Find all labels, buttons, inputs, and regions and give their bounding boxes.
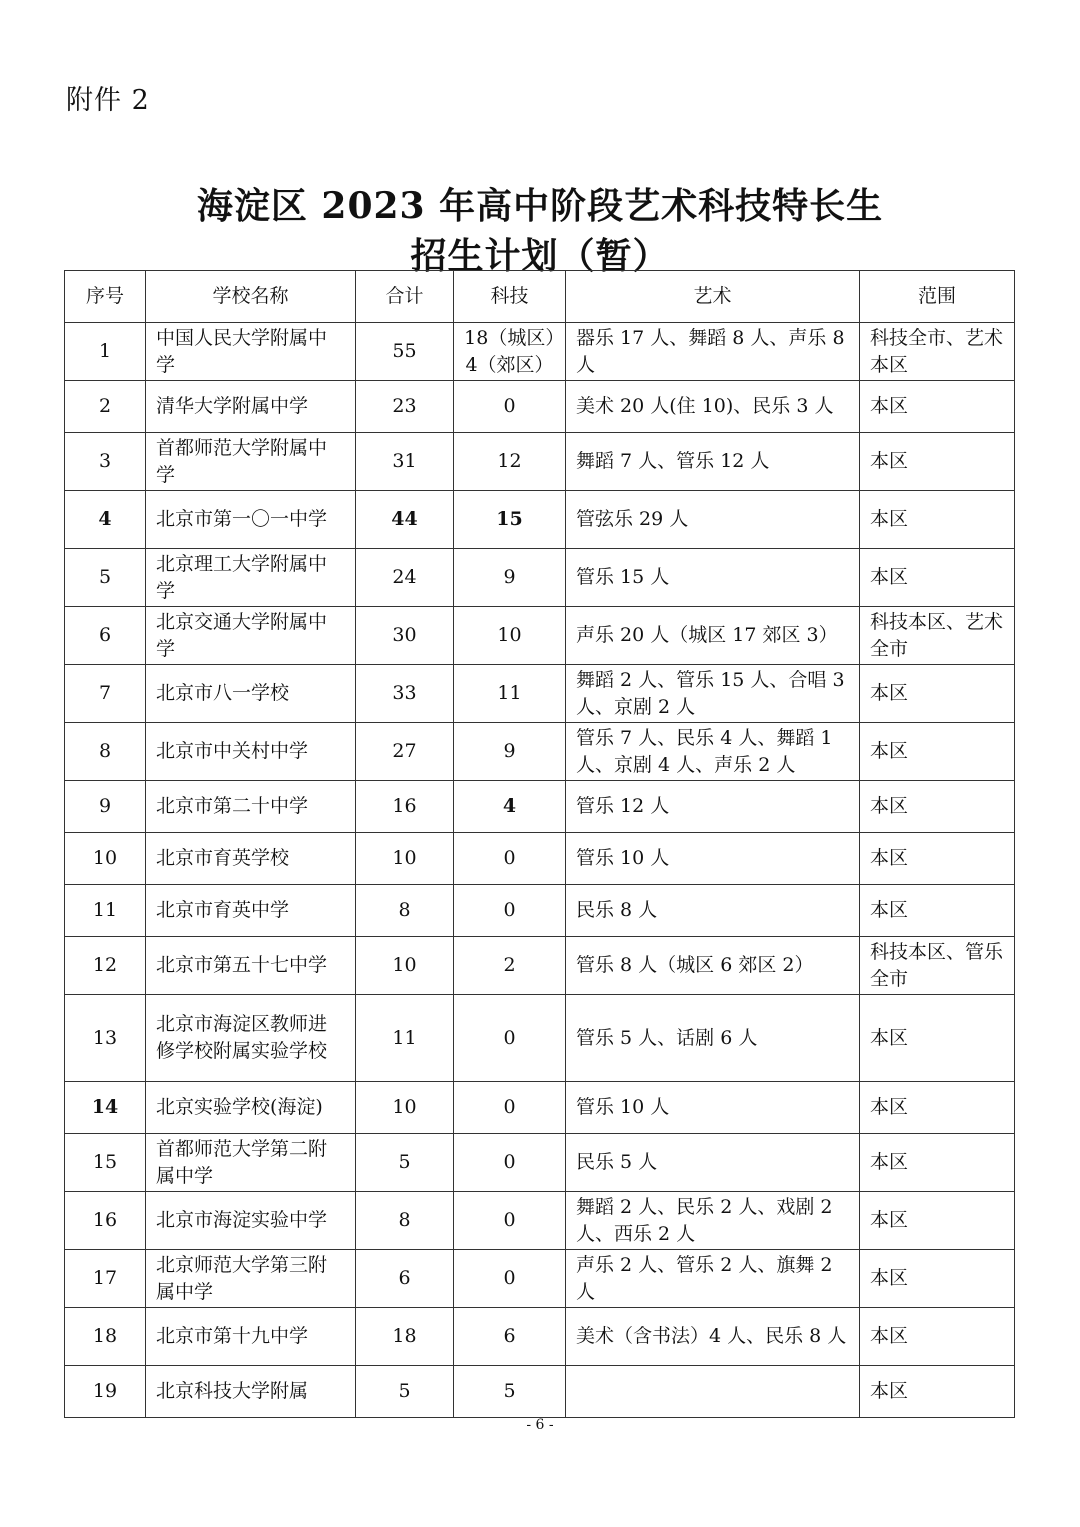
row-number: 6 [65,607,146,665]
row-scope: 科技全市、艺术本区 [860,323,1015,381]
row-number: 3 [65,433,146,491]
row-tech: 0 [454,1082,566,1134]
table-row [65,1250,1015,1308]
row-number: 16 [65,1192,146,1250]
row-tech: 0 [454,1192,566,1250]
row-number: 13 [65,995,146,1082]
table-row [65,1082,1015,1134]
row-school: 北京科技大学附属 [146,1366,356,1418]
row-school: 中国人民大学附属中学 [146,323,356,381]
table-row [65,491,1015,549]
row-total: 18 [356,1308,454,1366]
row-art: 管乐 10 人 [566,833,860,885]
row-scope: 本区 [860,833,1015,885]
row-tech: 15 [454,491,566,549]
document-subtitle: 招生计划（暂） [410,235,670,277]
row-tech: 0 [454,885,566,937]
header-art: 艺术 [566,271,860,323]
row-art: 管乐 10 人 [566,1082,860,1134]
row-art: 美术（含书法）4 人、民乐 8 人 [566,1308,860,1366]
document-title: 海淀区 2023 年高中阶段艺术科技特长生 [196,185,884,227]
row-art: 美术 20 人(住 10)、民乐 3 人 [566,381,860,433]
row-total: 16 [356,781,454,833]
row-total: 5 [356,1134,454,1192]
table-row [65,665,1015,723]
row-number: 14 [65,1082,146,1134]
row-art: 舞蹈 2 人、管乐 15 人、合唱 3 人、京剧 2 人 [566,665,860,723]
row-art: 民乐 8 人 [566,885,860,937]
row-tech: 9 [454,723,566,781]
row-number: 15 [65,1134,146,1192]
row-number: 1 [65,323,146,381]
row-scope: 科技本区、艺术全市 [860,607,1015,665]
header-total: 合计 [356,271,454,323]
row-school: 北京交通大学附属中学 [146,607,356,665]
row-art: 管乐 15 人 [566,549,860,607]
table-row [65,1134,1015,1192]
row-tech: 0 [454,1250,566,1308]
row-number: 7 [65,665,146,723]
row-school: 北京市第十九中学 [146,1308,356,1366]
table-row [65,381,1015,433]
row-total: 24 [356,549,454,607]
row-total: 10 [356,833,454,885]
row-school: 北京市中关村中学 [146,723,356,781]
table-row [65,323,1015,381]
row-tech: 4 [454,781,566,833]
row-tech: 11 [454,665,566,723]
row-scope: 本区 [860,1082,1015,1134]
row-school: 北京市第二十中学 [146,781,356,833]
row-scope: 本区 [860,781,1015,833]
row-number: 2 [65,381,146,433]
table-row [65,1192,1015,1250]
row-scope: 本区 [860,995,1015,1082]
row-school: 北京市八一学校 [146,665,356,723]
row-total: 8 [356,1192,454,1250]
table-row [65,833,1015,885]
enrollment-plan-table [64,270,1015,1418]
row-tech: 9 [454,549,566,607]
table-row [65,549,1015,607]
row-art: 管乐 12 人 [566,781,860,833]
row-scope: 本区 [860,723,1015,781]
row-scope: 本区 [860,665,1015,723]
row-number: 11 [65,885,146,937]
header-tech: 科技 [454,271,566,323]
row-total: 33 [356,665,454,723]
row-art: 民乐 5 人 [566,1134,860,1192]
row-scope: 本区 [860,433,1015,491]
row-school: 北京实验学校(海淀) [146,1082,356,1134]
row-school: 北京市海淀实验中学 [146,1192,356,1250]
row-tech: 6 [454,1308,566,1366]
row-school: 北京理工大学附属中学 [146,549,356,607]
row-total: 31 [356,433,454,491]
table-row [65,607,1015,665]
header-scope: 范围 [860,271,1015,323]
table-row [65,885,1015,937]
row-number: 9 [65,781,146,833]
table-row [65,723,1015,781]
row-school: 北京市海淀区教师进修学校附属实验学校 [146,995,356,1082]
row-art: 管弦乐 29 人 [566,491,860,549]
row-number: 17 [65,1250,146,1308]
row-number: 4 [65,491,146,549]
row-tech: 18（城区）4（郊区） [454,323,566,381]
row-art: 声乐 2 人、管乐 2 人、旗舞 2 人 [566,1250,860,1308]
row-tech: 5 [454,1366,566,1418]
row-school: 北京市育英学校 [146,833,356,885]
row-tech: 2 [454,937,566,995]
row-scope: 本区 [860,1250,1015,1308]
row-art: 器乐 17 人、舞蹈 8 人、声乐 8 人 [566,323,860,381]
table-body [65,323,1015,1418]
row-total: 8 [356,885,454,937]
row-art: 管乐 7 人、民乐 4 人、舞蹈 1 人、京剧 4 人、声乐 2 人 [566,723,860,781]
table-header-row [65,271,1015,323]
row-scope: 本区 [860,1192,1015,1250]
row-scope: 本区 [860,491,1015,549]
row-total: 5 [356,1366,454,1418]
row-number: 19 [65,1366,146,1418]
row-number: 8 [65,723,146,781]
row-scope: 本区 [860,1308,1015,1366]
row-tech: 12 [454,433,566,491]
row-scope: 本区 [860,1366,1015,1418]
row-total: 10 [356,1082,454,1134]
row-total: 44 [356,491,454,549]
row-school: 北京市育英中学 [146,885,356,937]
row-school: 首都师范大学附属中学 [146,433,356,491]
table-row [65,995,1015,1082]
row-art: 舞蹈 2 人、民乐 2 人、戏剧 2 人、西乐 2 人 [566,1192,860,1250]
row-total: 30 [356,607,454,665]
row-scope: 本区 [860,885,1015,937]
row-tech: 10 [454,607,566,665]
table-row [65,433,1015,491]
table-row [65,781,1015,833]
row-tech: 0 [454,1134,566,1192]
row-art: 管乐 5 人、话剧 6 人 [566,995,860,1082]
row-school: 清华大学附属中学 [146,381,356,433]
header-no: 序号 [65,271,146,323]
table-row [65,1366,1015,1418]
row-scope: 科技本区、管乐全市 [860,937,1015,995]
row-tech: 0 [454,381,566,433]
row-scope: 本区 [860,549,1015,607]
row-total: 10 [356,937,454,995]
row-total: 6 [356,1250,454,1308]
row-number: 5 [65,549,146,607]
row-school: 北京市第五十七中学 [146,937,356,995]
row-tech: 0 [454,833,566,885]
row-number: 12 [65,937,146,995]
page-number: - 6 - [526,1417,554,1433]
row-scope: 本区 [860,1134,1015,1192]
attachment-label: 附件 2 [66,85,150,116]
row-scope: 本区 [860,381,1015,433]
row-school: 北京市第一〇一中学 [146,491,356,549]
table-row [65,1308,1015,1366]
row-total: 55 [356,323,454,381]
row-school: 北京师范大学第三附属中学 [146,1250,356,1308]
row-art [566,1366,860,1418]
header-school: 学校名称 [146,271,356,323]
row-number: 18 [65,1308,146,1366]
row-tech: 0 [454,995,566,1082]
row-total: 27 [356,723,454,781]
table-row [65,937,1015,995]
row-art: 声乐 20 人（城区 17 郊区 3） [566,607,860,665]
row-number: 10 [65,833,146,885]
row-art: 舞蹈 7 人、管乐 12 人 [566,433,860,491]
row-total: 23 [356,381,454,433]
row-total: 11 [356,995,454,1082]
row-art: 管乐 8 人（城区 6 郊区 2） [566,937,860,995]
row-school: 首都师范大学第二附属中学 [146,1134,356,1192]
